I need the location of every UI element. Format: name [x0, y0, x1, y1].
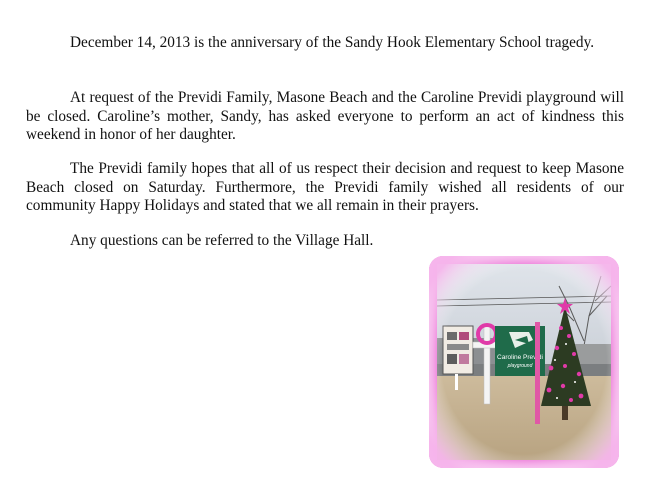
photo-vignette: [429, 256, 619, 468]
paragraph-closure: At request of the Previdi Family, Masone Beach and the Caroline Previdi playground will be closed. Caroline’s mother, Sandy, has asked everyone to perform an act of kindness this weekend in honor of her daughter.: [26, 89, 624, 143]
memorial-photo-illustration: [429, 256, 619, 468]
paragraph-questions: Any questions can be referred to the Village Hall.: [70, 232, 374, 249]
paragraph-request: The Previdi family hopes that all of us respect their decision and request to keep Masone Beach closed on Saturday. Furthermore, the Previdi family wished all residents of our community Happy Holidays and stated that we all remain in their prayers.: [26, 160, 624, 214]
memorial-photo: [429, 256, 619, 468]
paragraph-anniversary: December 14, 2013 is the anniversary of the Sandy Hook Elementary School tragedy.: [70, 34, 595, 51]
